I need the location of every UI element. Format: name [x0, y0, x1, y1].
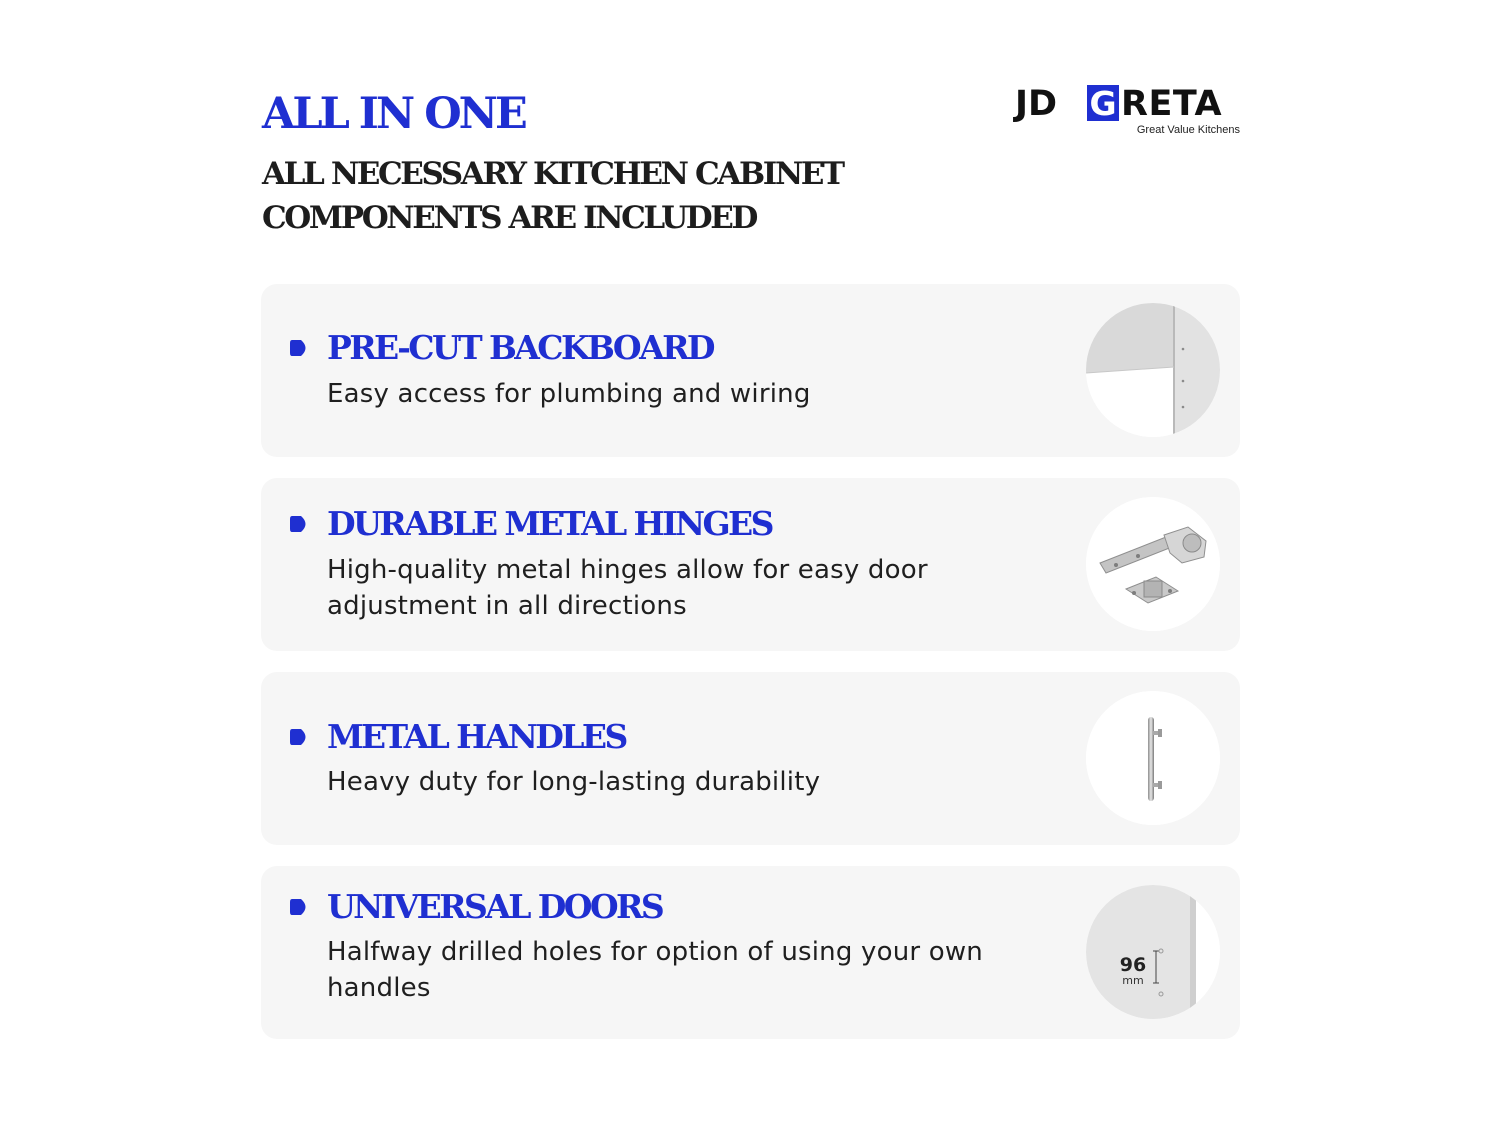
measure-unit: mm [1122, 974, 1144, 987]
feature-title: METAL HANDLES [327, 717, 626, 756]
feature-card-hinges [261, 478, 1240, 651]
hinge-image [1086, 497, 1220, 631]
page-subtitle: ALL NECESSARY KITCHEN CABINET COMPONENTS ARE INCLUDED [262, 156, 843, 236]
feature-title: PRE-CUT BACKBOARD [327, 328, 713, 367]
handle-image [1086, 691, 1220, 825]
door-image [1086, 885, 1220, 1019]
bullet-icon [289, 514, 311, 534]
feature-card-doors [261, 866, 1240, 1039]
brand-name-part2: RETA [1121, 84, 1223, 124]
brand-initial: G [1087, 85, 1119, 121]
feature-description: Halfway drilled holes for option of using your own handles [327, 937, 983, 1003]
feature-description: High-quality metal hinges allow for easy door adjustment in all directions [327, 555, 928, 621]
bullet-icon [289, 338, 311, 358]
brand-logo [1015, 84, 1240, 140]
feature-description: Easy access for plumbing and wiring [327, 379, 811, 409]
page-title: ALL IN ONE [262, 89, 525, 139]
brand-tagline: Great Value Kitchens [1136, 124, 1240, 136]
feature-card-handles [261, 672, 1240, 845]
brand-name-part1: JD [1015, 84, 1058, 124]
bullet-icon [289, 727, 311, 747]
feature-title: DURABLE METAL HINGES [327, 504, 772, 543]
bullet-icon [289, 897, 311, 917]
feature-description: Heavy duty for long-lasting durability [327, 767, 821, 797]
backboard-image [1086, 303, 1220, 437]
feature-title: UNIVERSAL DOORS [327, 887, 663, 926]
measure-value: 96 [1119, 954, 1147, 976]
feature-card-backboard [261, 284, 1240, 457]
